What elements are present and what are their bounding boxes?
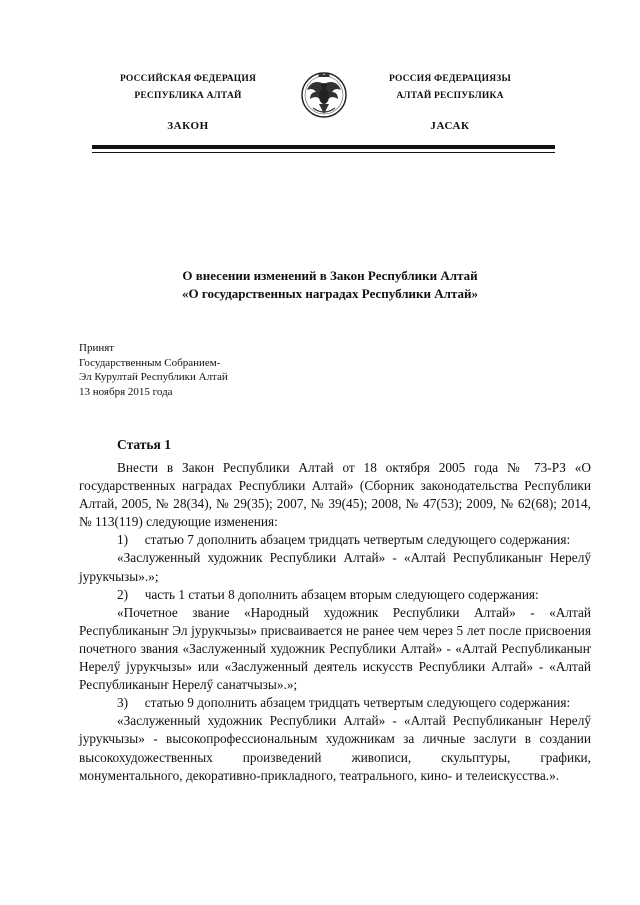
article-heading: Статья 1 — [117, 437, 171, 452]
adoption-line3: Эл Курултай Республики Алтай — [79, 371, 228, 384]
article-item: 1) статью 7 дополнить абзацем тридцать четвертым следующего содержания: — [117, 532, 571, 548]
header-left-block — [88, 71, 288, 135]
article-paragraph: «Заслуженный художник Республики Алтай» - «Алтай Республиканыҥ Нерелӳ jурукчызы».»; — [79, 550, 591, 584]
adoption-block — [79, 341, 339, 399]
article-paragraph: Внести в Закон Республики Алтай от 18 октября 2005 года № 73-РЗ «О государственных наградах Республики Алтай» (Сборник законодательства Республики Алтай, 2005, № 28(34), № 29(35); 2007, № 39(45); 2008, № 47(53); 2009, № 62(68); 2014, № 113(119) следующие изменения: — [79, 460, 591, 530]
law-title — [70, 267, 590, 303]
article-paragraph: «Почетное звание «Народный художник Республики Алтай» - «Алтай Республиканыҥ Эл jурукчызы» присваивается не ранее чем через 5 лет после присвоения почетного звания «Заслуженный художник Республики Алтай» - «Алтай Республиканыҥ Нерелӳ jурукчызы» или «Заслуженный деятель искусств Республики Алтай» - «Алтай Республиканыҥ Нерелӳ санатчызы».»; — [79, 604, 591, 693]
header-right-republic: АЛТАЙ РЕСПУБЛИКА — [396, 91, 504, 101]
header-left-country: РОССИЙСКАЯ ФЕДЕРАЦИЯ — [119, 74, 257, 84]
header-right-country: РОССИЯ ФЕДЕРАЦИЯЗЫ — [389, 74, 511, 84]
article-body — [79, 459, 591, 785]
header-right-law: JАСАК — [430, 120, 470, 132]
article-item: 3) статью 9 дополнить абзацем тридцать четвертым следующего содержания: — [117, 695, 571, 711]
law-title-line2: «О государственных наградах Республики Алтай» — [182, 286, 478, 301]
header-left-republic: РЕСПУБЛИКА АЛТАЙ — [134, 91, 242, 101]
article-paragraph: «Заслуженный художник Республики Алтай» - «Алтай Республиканыҥ Нерелӳ jурукчызы» - высокопрофессиональным художникам за личные заслуги в создании высокохудожественных произведений живописи, скульптуры, графики, монументального, декоративно-прикладного, театрального, кино- и телеискусства.». — [79, 713, 591, 783]
header-divider-thin — [92, 152, 555, 153]
altai-republic-emblem-icon — [299, 64, 349, 126]
adoption-line2: Государственным Собранием- — [79, 356, 221, 369]
article-item: 2) часть 1 статьи 8 дополнить абзацем вторым следующего содержания: — [117, 586, 539, 602]
header-left-law: ЗАКОН — [167, 120, 209, 132]
adoption-line1: Принят — [79, 342, 115, 354]
header-right-block — [350, 71, 550, 135]
header-divider-thick — [92, 145, 555, 149]
adoption-date: 13 ноября 2015 года — [79, 385, 173, 398]
law-title-line1: О внесении изменений в Закон Республики Алтай — [182, 268, 478, 283]
